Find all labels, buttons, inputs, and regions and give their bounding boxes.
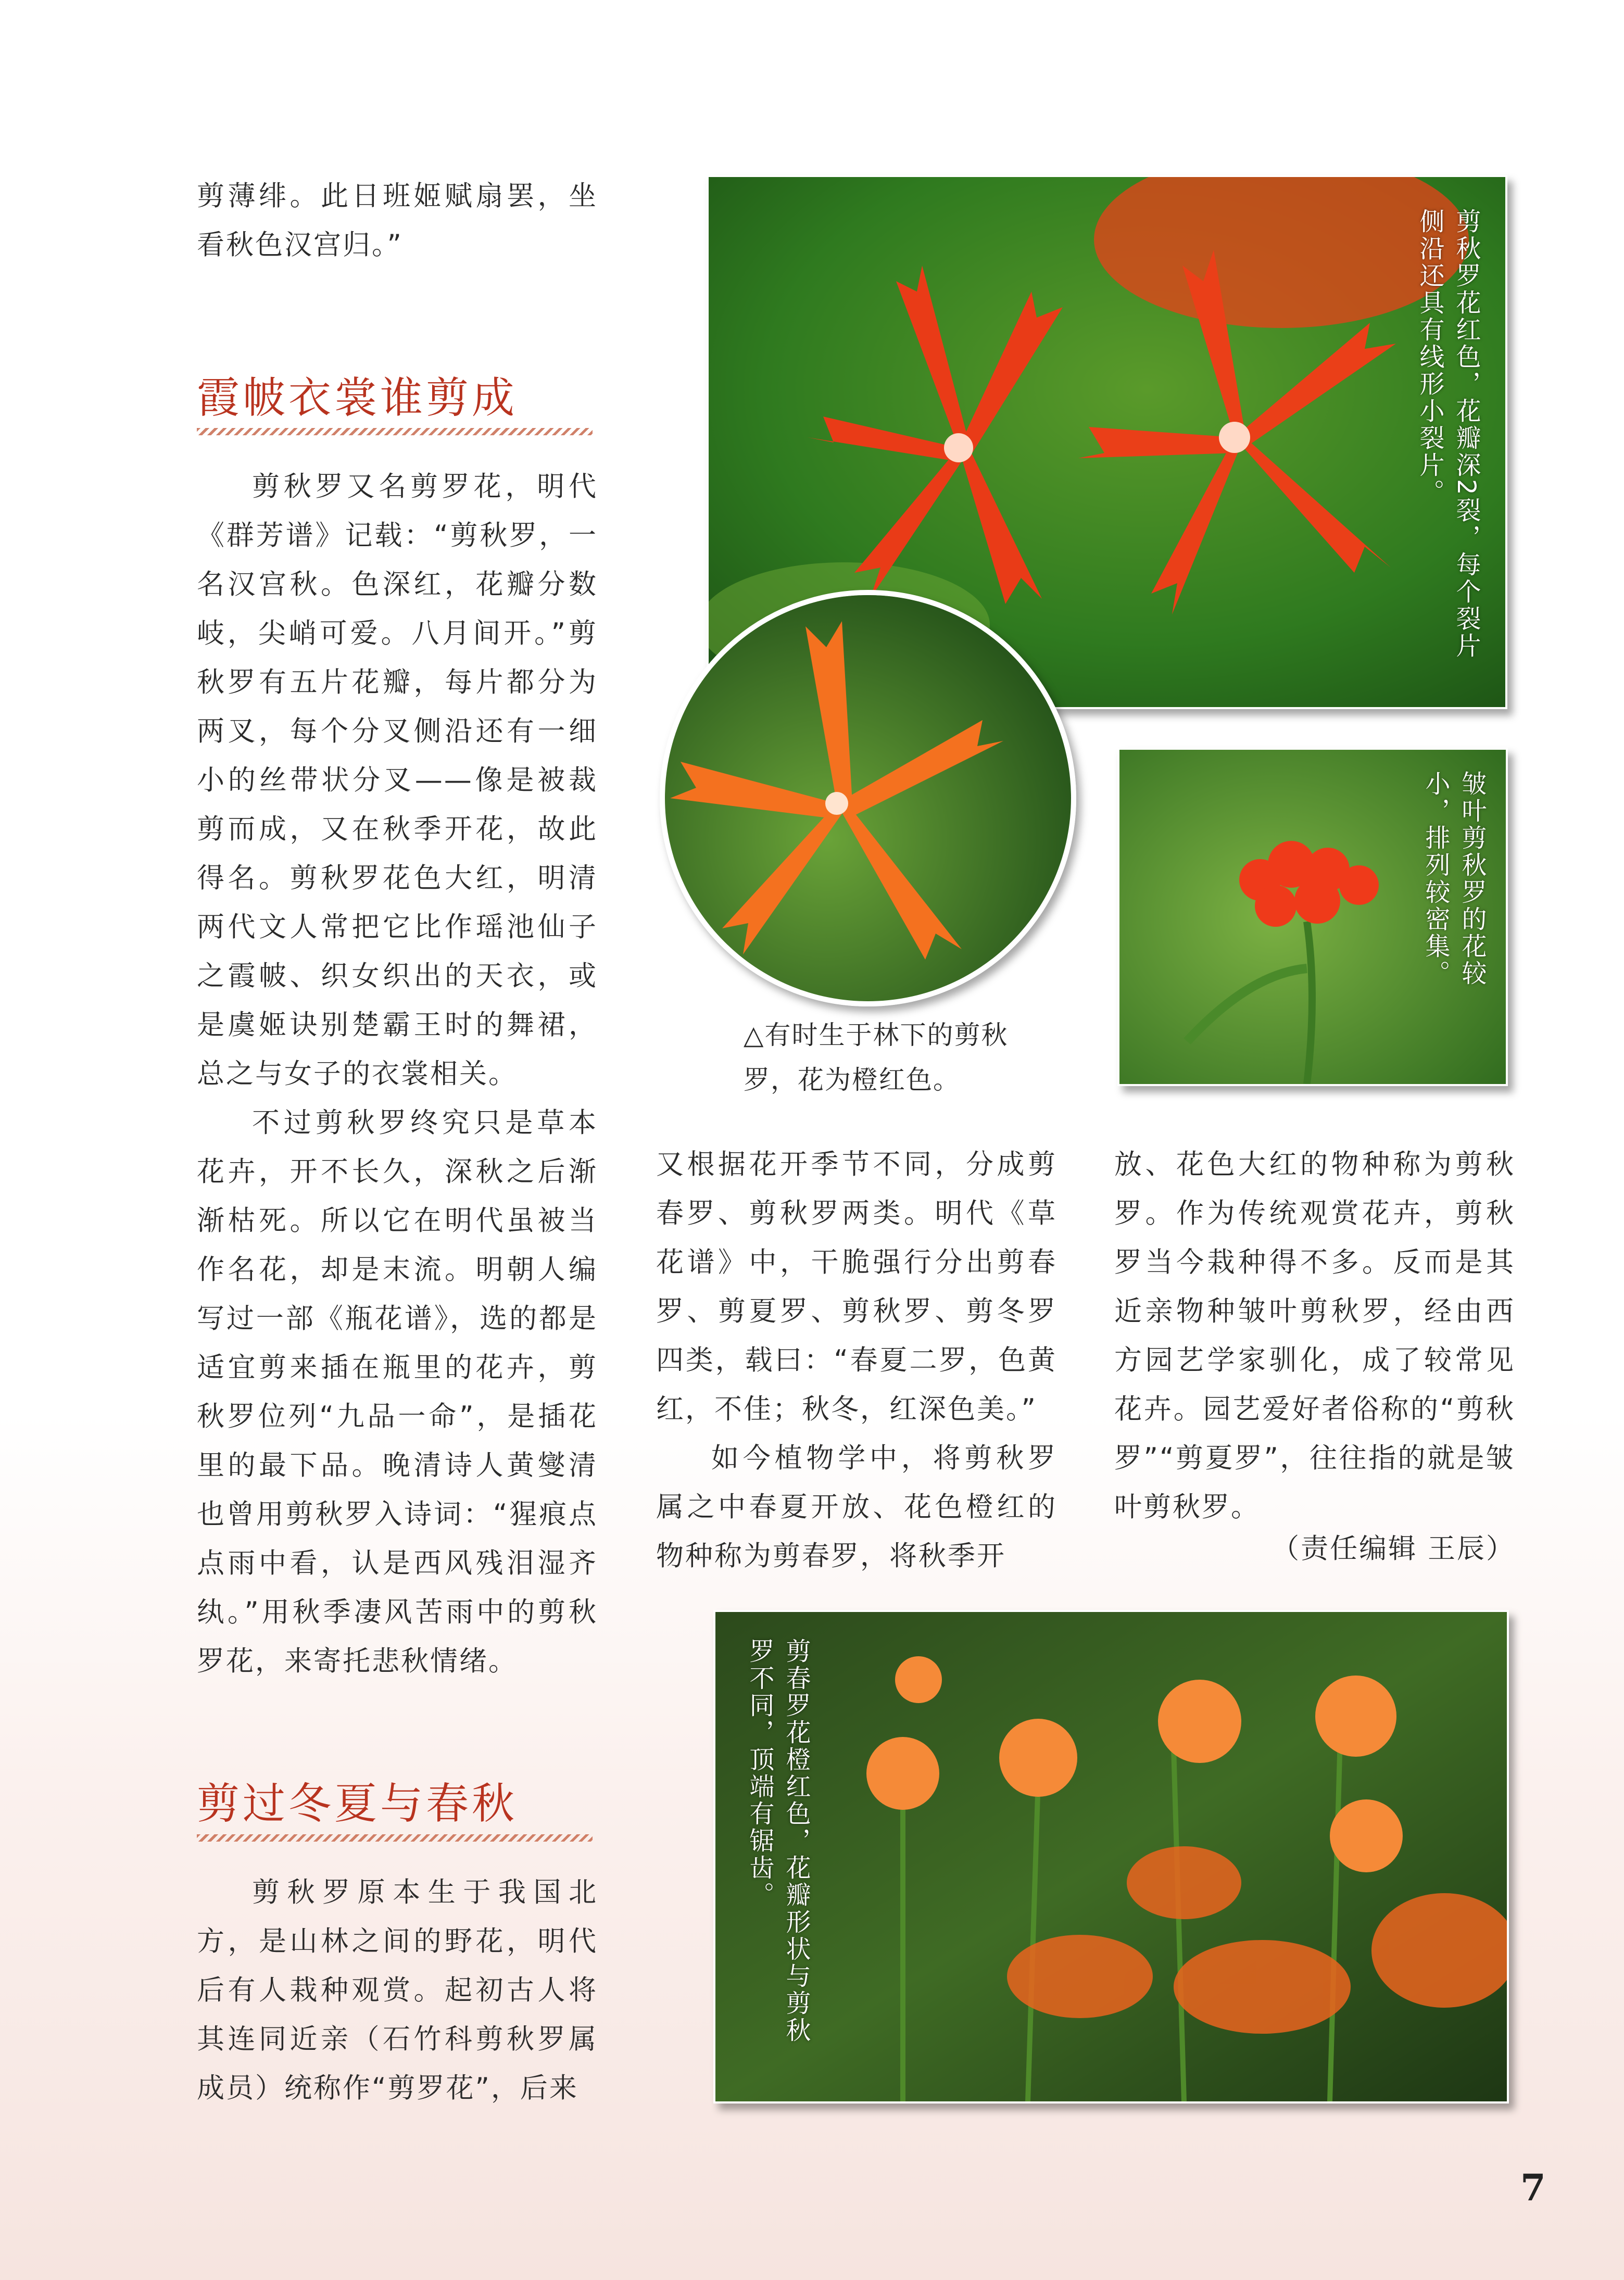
section-heading-2: 剪过冬夏与春秋 <box>197 1779 518 1829</box>
small-photo-caption: 皱叶剪秋罗的花较小，排列较密集。 <box>1421 771 1487 987</box>
right-column-text: 放、花色大红的物种称为剪秋罗。作为传统观赏花卉，剪秋罗当今栽种得不多。反而是其近亲物种皱叶剪秋罗，经由西方园艺学家驯化，成了较常见花卉。园艺爱好者俗称的“剪秋罗”“剪夏罗”，往往指的就是皱叶剪秋罗。 <box>1114 1149 1515 1523</box>
circle-photo-caption: △有时生于林下的剪秋罗，花为橙红色。 <box>744 1020 1009 1095</box>
middle-paragraph-1: 又根据花开季节不同，分成剪春罗、剪秋罗两类。明代《草花谱》中，干脆强行分出剪春罗、剪夏罗、剪秋罗、剪冬罗四类，载曰：“春夏二罗，色黄红，不佳；秋冬，红深色美。” <box>656 1149 1057 1425</box>
section1-paragraph-1: 剪秋罗又名剪罗花，明代《群芳谱》记载：“剪秋罗，一名汉宫秋。色深红，花瓣分数岐，尖峭可爱。八月间开。”剪秋罗有五片花瓣，每片都分为两叉，每个分叉侧沿还有一细小的丝带状分叉——像是被裁剪而成，又在秋季开花，故此得名。剪秋罗花色大红，明清两代文人常把它比作瑶池仙子之霞帔、织女织出的天衣，或是虞姬诀别楚霸王时的舞裙，总之与女子的衣裳相关。 <box>197 471 598 1090</box>
page-number: 7 <box>1520 2166 1546 2209</box>
section2-body <box>197 1868 598 2113</box>
section1-paragraph-2: 不过剪秋罗终究只是草本花卉，开不长久，深秋之后渐渐枯死。所以它在明代虽被当作名花，却是末流。明朝人编写过一部《瓶花谱》，选的都是适宜剪来插在瓶里的花卉，剪秋罗位列“九品一命”，是插花里的最下品。晚清诗人黄燮清也曾用剪秋罗入诗词：“猩痕点点雨中看，认是西风残泪湿齐纨。”用秋季凄风苦雨中的剪秋罗花，来寄托悲秋情绪。 <box>197 1107 598 1677</box>
section2-paragraph-1: 剪秋罗原本生于我国北方，是山林之间的野花，明代后有人栽种观赏。起初古人将其连同近亲（石竹科剪秋罗属成员）统称作“剪罗花”，后来 <box>197 1876 598 2104</box>
photo-orange-campion-bottom <box>713 1610 1509 2103</box>
middle-paragraph-2: 如今植物学中，将剪秋罗属之中春夏开放、花色橙红的物种称为剪春罗，将秋季开 <box>656 1442 1057 1572</box>
intro-text: 剪薄绯。此日班姬赋扇罢，坐看秋色汉宫归。” <box>197 180 598 261</box>
photo-wrinkled-campion <box>1117 748 1508 1086</box>
middle-column-text <box>656 1140 1057 1581</box>
orange-flower-illustration <box>665 595 1071 1001</box>
bottom-photo-caption: 剪春罗花橙红色，花瓣形状与剪秋罗不同，顶端有锯齿。 <box>745 1638 811 2044</box>
orange-flowers-illustration <box>715 1612 1507 2101</box>
section1-body <box>197 462 598 1686</box>
editor-credit: （责任编辑 王辰） <box>1271 1533 1515 1565</box>
photo-orange-campion-circle <box>660 590 1076 1006</box>
section-heading-1: 霞帔衣裳谁剪成 <box>197 373 518 423</box>
heading-divider-2 <box>197 1834 593 1842</box>
heading-divider-1 <box>197 428 593 435</box>
top-photo-caption: 剪秋罗花红色，花瓣深2裂，每个裂片侧沿还具有线形小裂片。 <box>1415 208 1481 660</box>
